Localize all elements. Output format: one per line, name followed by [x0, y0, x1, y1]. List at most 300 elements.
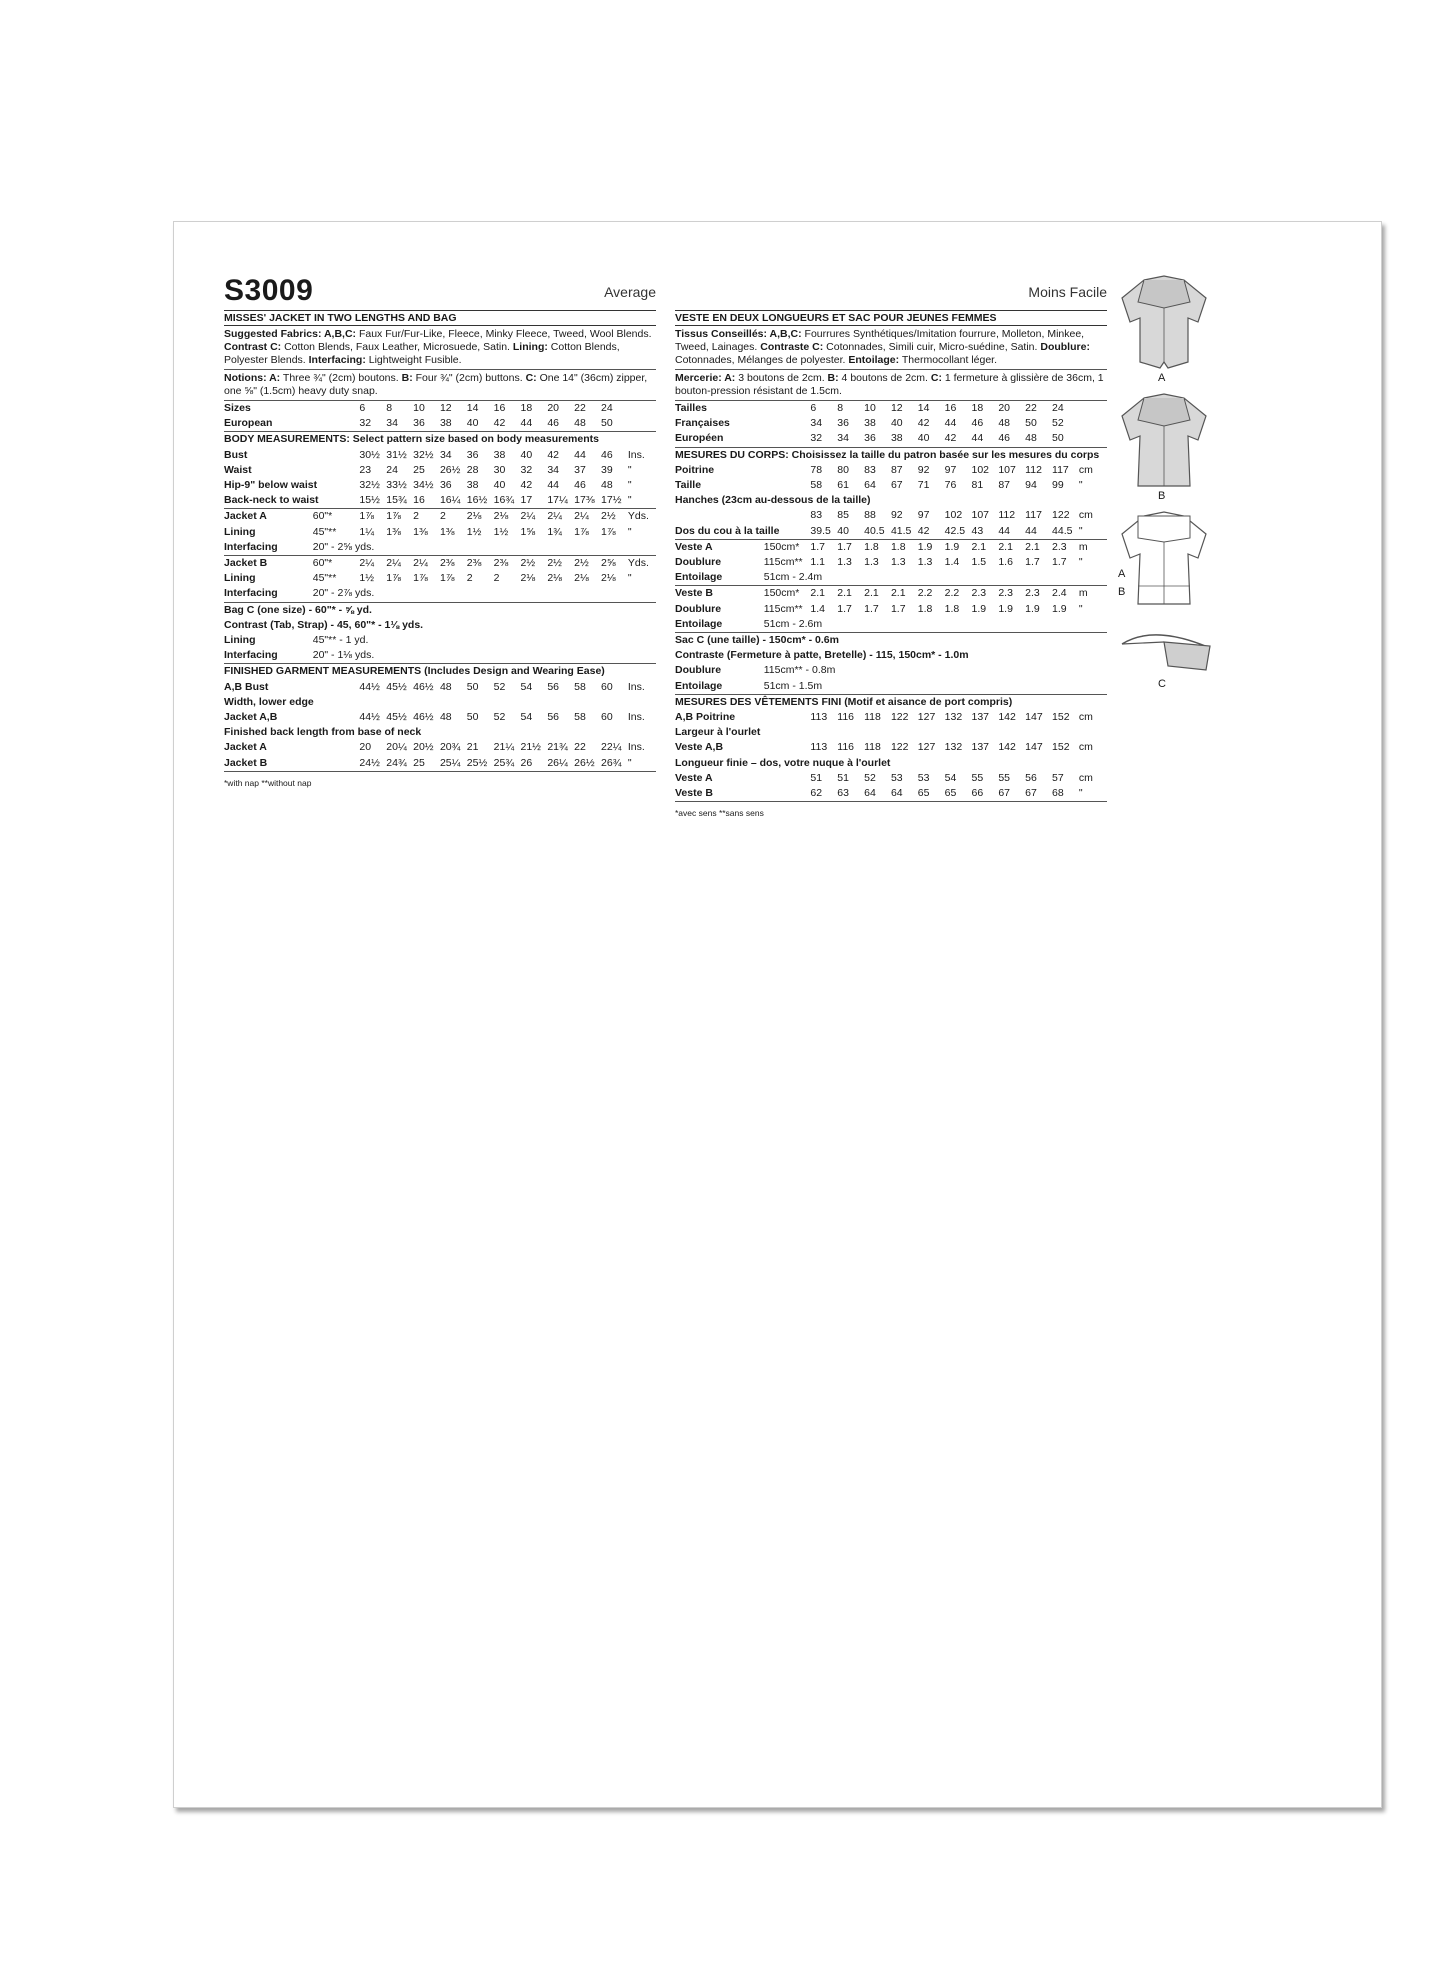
cell: 2⅝	[601, 557, 616, 570]
cell: 2⅛	[574, 572, 589, 585]
table-row	[224, 725, 656, 740]
para-text-3: Lightweight Fusible.	[365, 354, 462, 366]
cell: 25	[413, 463, 425, 476]
cell: 76	[944, 479, 957, 492]
cell	[313, 756, 360, 772]
row-label: Lining	[224, 525, 256, 538]
cell: 24½	[359, 756, 386, 772]
row-label: A,B Poitrine	[675, 711, 736, 724]
cell: 46	[601, 448, 613, 461]
cell: 127	[917, 711, 936, 724]
cell: 2.1	[864, 587, 879, 600]
row-label: Hip-9" below waist	[224, 479, 318, 492]
cell: 83	[810, 509, 823, 522]
row-label: Sizes	[224, 402, 251, 414]
french-header	[675, 280, 1107, 306]
cell: 64	[891, 786, 918, 802]
cell: 118	[864, 741, 881, 754]
cell: 51cm - 2.4m	[764, 570, 1107, 586]
cell: 137	[971, 711, 990, 724]
cell: 42.5	[945, 524, 972, 540]
table-row	[675, 447, 1107, 463]
measurement-table-fr	[675, 401, 1107, 802]
cell: 10	[864, 402, 876, 414]
cell: 2.3	[998, 587, 1013, 600]
cell: 26½	[439, 463, 461, 476]
row-label: FINISHED GARMENT MEASUREMENTS (Includes Design and Wearing Ease)	[224, 665, 605, 678]
cell: m	[1078, 540, 1088, 553]
cell: 16	[413, 493, 440, 509]
cell: 52	[864, 771, 876, 784]
cell: 1⅜	[386, 525, 401, 538]
cell	[764, 771, 811, 786]
cell	[313, 680, 360, 695]
cell: 32	[520, 463, 533, 476]
view-ab-back-illustration	[1114, 508, 1224, 626]
cell: 30½	[359, 448, 380, 461]
cell: 17⅜	[574, 493, 601, 509]
cell: 50	[1025, 417, 1037, 430]
para-bold-1: Contrast C:	[224, 341, 282, 353]
table-row	[224, 525, 656, 540]
cell: cm	[1078, 741, 1093, 754]
cell: 1.5	[971, 556, 987, 569]
cell: 142	[998, 711, 1016, 724]
table-row	[224, 618, 656, 633]
row-label: Veste B	[675, 587, 713, 600]
cell: 52	[493, 711, 506, 724]
cell: 150cm*	[763, 540, 800, 553]
cell: Ins.	[627, 680, 645, 693]
cell: 45"** - 1 yd.	[312, 634, 369, 647]
cell: 16	[493, 402, 506, 414]
cell: 1½	[466, 525, 482, 538]
cell: 48	[1025, 431, 1052, 447]
table-row	[675, 478, 1107, 493]
cell: 107	[998, 463, 1016, 476]
cell: 24	[1052, 402, 1064, 414]
cell: 112	[1025, 463, 1042, 476]
cell: 60	[601, 680, 613, 693]
row-label: Doublure	[675, 556, 722, 569]
cell: 28	[466, 463, 479, 476]
cell: 42	[918, 524, 945, 540]
cell: 20¼	[386, 741, 407, 754]
cell: 34	[386, 416, 413, 432]
para-text-1: Cotton Blends, Faux Leather, Microsuede, Satin.	[281, 341, 513, 353]
view-b-illustration	[1114, 390, 1224, 508]
cell: 132	[944, 711, 963, 724]
cell: 2.1	[837, 587, 852, 600]
cell: 132	[944, 741, 963, 754]
row-label: Lining	[224, 634, 256, 647]
cell: m	[1078, 587, 1088, 600]
table-row	[224, 509, 656, 524]
measurement-table	[224, 401, 656, 772]
cell	[764, 786, 811, 802]
cell: 1⅜	[413, 525, 428, 538]
cell: 55	[998, 771, 1011, 784]
view-b-label: B	[1158, 490, 1166, 502]
cell: "	[628, 756, 656, 772]
cell: 18	[520, 402, 533, 414]
notions-paragraph-fr	[675, 370, 1107, 401]
cell: 2¼	[574, 510, 589, 523]
table-row	[224, 556, 656, 572]
view-c-label: C	[1158, 678, 1166, 690]
cell: 1.8	[864, 540, 879, 553]
cell: 2.2	[917, 587, 933, 600]
cell: 58	[810, 479, 823, 492]
view-illustrations	[1114, 272, 1224, 696]
cell: 113	[810, 741, 828, 754]
para-bold-0: Tissus Conseillés: A,B,C:	[675, 328, 802, 340]
row-label: Jacket A,B	[224, 711, 278, 724]
para-bold-1: Contraste C:	[760, 341, 824, 353]
row-label: Entoilage	[675, 570, 764, 586]
cell: 20	[359, 741, 372, 754]
cell: 1.9	[944, 540, 960, 553]
para-bold-1: B:	[401, 372, 413, 384]
cell: 44	[520, 416, 547, 432]
jacket-back-sketch	[1114, 508, 1214, 608]
cell: 45½	[386, 680, 407, 693]
para-bold-1: B:	[827, 372, 839, 384]
cell: 107	[971, 509, 990, 522]
row-label: Interfacing	[224, 586, 313, 602]
cell: 46	[998, 431, 1025, 447]
cell: 54	[520, 711, 533, 724]
table-row	[224, 463, 656, 478]
para-text-0: 3 boutons de 2cm.	[735, 372, 828, 384]
row-label: Waist	[224, 463, 252, 476]
cell: 2	[413, 510, 419, 523]
cell: 1⅞	[359, 510, 375, 523]
table-row	[675, 786, 1107, 802]
cell: 60"*	[312, 557, 333, 570]
cell	[764, 740, 811, 755]
row-label: Veste A	[675, 771, 713, 784]
cell: 78	[810, 463, 823, 476]
difficulty-level: Average	[604, 284, 656, 300]
footnote: *with nap **without nap	[224, 777, 312, 788]
cell: 1.9	[1025, 602, 1040, 615]
cell: 2	[466, 572, 473, 585]
cell: 40	[493, 479, 506, 492]
row-label: Jacket A	[224, 510, 267, 523]
cell: 52	[493, 680, 506, 693]
table-row	[675, 679, 1107, 695]
cell: 36	[837, 417, 849, 430]
cell: 97	[917, 509, 930, 522]
cell: 2⅜	[439, 557, 455, 570]
para-bold-2: Lining:	[512, 341, 548, 353]
cell: 92	[917, 463, 930, 476]
bag-c-sketch	[1114, 626, 1214, 676]
cell: 34	[439, 448, 452, 461]
cell	[313, 463, 360, 478]
cell: 48	[574, 416, 601, 432]
cell: 42	[520, 479, 533, 492]
cell: 2.3	[1052, 540, 1067, 553]
cell: 2.1	[1025, 540, 1040, 553]
row-label: Entoilage	[675, 679, 764, 695]
cell: 1.8	[917, 602, 933, 615]
cell: 45"**	[312, 525, 337, 538]
cell: "	[627, 463, 632, 476]
row-label: Veste B	[675, 786, 764, 802]
row-label: Longueur finie – dos, votre nuque à l'ourlet	[675, 756, 891, 769]
cell: 57	[1052, 771, 1064, 784]
cell: 44	[998, 524, 1025, 540]
cell: Ins.	[627, 448, 645, 461]
cell: "	[1078, 556, 1083, 569]
cell: 38	[466, 479, 479, 492]
table-row	[675, 756, 1107, 771]
para-text-2: 1 fermeture à glissière de 36cm, 1 bouton-pression résistant de 1.5cm.	[675, 372, 1104, 397]
cell: 1¼	[359, 525, 375, 538]
cell: 46½	[413, 711, 434, 724]
cell: 2	[439, 510, 446, 523]
cell: 1.9	[917, 540, 933, 553]
cell: 87	[890, 463, 903, 476]
cell: 2½	[520, 557, 536, 570]
cell: 45"**	[312, 572, 337, 585]
cell: 118	[864, 711, 881, 724]
cell: "	[1078, 602, 1083, 615]
cell: 17	[520, 493, 547, 509]
cell: 40	[520, 448, 533, 461]
cell: 48	[601, 479, 613, 492]
cell: 122	[1052, 509, 1070, 522]
cell: 99	[1052, 479, 1064, 492]
table-row	[675, 740, 1107, 755]
cell: 64	[864, 479, 876, 492]
view-b-back-label: B	[1118, 586, 1126, 598]
cell: 66	[971, 786, 998, 802]
cell: 117	[1052, 463, 1069, 476]
row-label: European	[224, 416, 313, 432]
cell: "	[1078, 479, 1083, 492]
cell: 1.3	[864, 556, 879, 569]
cell: 61	[837, 479, 849, 492]
cell: 17¼	[547, 493, 574, 509]
cell: 21½	[520, 741, 541, 754]
pattern-number: S3009	[224, 274, 314, 307]
cell: 31½	[386, 448, 407, 461]
cell: 1.7	[837, 540, 852, 553]
cell: 2½	[601, 510, 616, 523]
cell: 23	[359, 463, 372, 476]
cell: 1.8	[944, 602, 960, 615]
row-label: BODY MEASUREMENTS: Select pattern size based on body measurements	[224, 433, 599, 446]
table-row	[224, 664, 656, 680]
cell: 15½	[359, 493, 386, 509]
cell: "	[1079, 786, 1107, 802]
table-row	[675, 555, 1107, 570]
cell: 21¼	[493, 741, 515, 754]
cell: 2¼	[413, 557, 428, 570]
cell: 58	[574, 711, 586, 724]
view-c-illustration	[1114, 626, 1224, 696]
table-row	[675, 633, 1107, 649]
row-label: Poitrine	[675, 463, 715, 476]
cell: 42	[945, 431, 972, 447]
table-row	[675, 710, 1107, 725]
cell: 22	[574, 402, 586, 414]
cell: 2.1	[890, 587, 906, 600]
cell: 17½	[601, 493, 628, 509]
cell	[313, 740, 360, 755]
cell: Ins.	[627, 711, 645, 724]
cell: 2¼	[386, 557, 401, 570]
cell: 147	[1025, 711, 1043, 724]
table-row	[675, 586, 1107, 602]
cell: 22	[574, 741, 586, 754]
cell: 44	[574, 448, 586, 461]
cell: 39.5	[810, 524, 837, 540]
cell: 32½	[413, 448, 434, 461]
jacket-a-sketch	[1114, 272, 1214, 372]
cell: 67	[1025, 786, 1052, 802]
table-row	[675, 663, 1107, 678]
cell: 65	[918, 786, 945, 802]
cell: 152	[1052, 741, 1070, 754]
cell: 2.3	[1025, 587, 1040, 600]
cell: 34½	[413, 479, 434, 492]
cell: 42	[494, 416, 521, 432]
cell: 15¾	[386, 493, 413, 509]
row-label: MESURES DU CORPS: Choisissez la taille du patron basée sur les mesures du corps	[675, 448, 1100, 461]
cell: 2½	[574, 557, 589, 570]
cell: 67	[890, 479, 903, 492]
cell: "	[627, 572, 632, 585]
cell: 2.3	[971, 587, 987, 600]
row-label: Finished back length from base of neck	[224, 726, 422, 739]
cell	[764, 463, 811, 478]
cell: 1.7	[864, 602, 879, 615]
row-label: Européen	[675, 431, 764, 447]
row-label: A,B Bust	[224, 680, 269, 693]
table-row	[224, 540, 656, 556]
cell: 1⅞	[413, 572, 428, 585]
cell: 1.3	[890, 556, 906, 569]
pattern-envelope-back	[173, 221, 1382, 1808]
row-label: Hanches (23cm au-dessous de la taille)	[675, 494, 871, 507]
table-row	[224, 648, 656, 664]
cell: 112	[998, 509, 1016, 522]
cell: 150cm*	[763, 587, 800, 600]
table-row	[224, 586, 656, 602]
cell: 38	[864, 417, 876, 430]
cell: 44.5	[1052, 524, 1079, 540]
cell: 16	[944, 402, 957, 414]
cell: 1.1	[810, 556, 826, 569]
table-row	[675, 493, 1107, 508]
cell: 26	[520, 756, 547, 772]
cell: 25¾	[494, 756, 521, 772]
cell: 44½	[359, 711, 380, 724]
cell	[313, 493, 360, 509]
para-text-3: Thermocollant léger.	[899, 354, 997, 366]
view-a-back-label: A	[1118, 568, 1126, 580]
cell: 87	[998, 479, 1011, 492]
cell: 1.6	[998, 556, 1013, 569]
cell: 1⅞	[601, 525, 616, 538]
cell: 2.4	[1052, 587, 1067, 600]
cell: 1.7	[1052, 556, 1067, 569]
cell: 20" - 2⅞ yds.	[313, 586, 656, 602]
cell: 44½	[359, 680, 380, 693]
table-row	[224, 571, 656, 586]
cell: 53	[890, 771, 903, 784]
table-row	[224, 633, 656, 648]
cell: 34	[837, 431, 864, 447]
cell: 26½	[574, 756, 601, 772]
cell	[313, 478, 360, 493]
row-label: Tailles	[675, 402, 707, 414]
cell: 1⅝	[520, 525, 536, 538]
cell: 1.9	[971, 602, 987, 615]
cell: 41.5	[891, 524, 918, 540]
cell: 116	[837, 711, 855, 724]
row-label: Veste A	[675, 540, 713, 553]
cell: 2¼	[547, 510, 562, 523]
cell: 40	[890, 417, 903, 430]
cell	[764, 710, 811, 725]
cell: 44	[944, 417, 957, 430]
para-text-0: Fourrures Synthétiques/Imitation fourrure, Molleton, Minkee, Tweed, Lainages.	[675, 328, 1085, 353]
french-column	[675, 280, 1107, 818]
cell: 20½	[413, 741, 434, 754]
cell: 2⅛	[601, 572, 616, 585]
cell: "	[628, 493, 656, 509]
cell: Yds.	[627, 557, 649, 570]
row-label: Lining	[224, 572, 256, 585]
cell: 36	[413, 416, 440, 432]
cell: 21¾	[547, 741, 568, 754]
row-label: Sac C (une taille) - 150cm* - 0.6m	[675, 634, 839, 647]
cell: 8	[386, 402, 393, 414]
cell: 1⅞	[386, 572, 401, 585]
para-text-2: Cotonnades, Mélanges de polyester.	[675, 354, 849, 366]
row-label: Jacket B	[224, 557, 268, 570]
cell: 113	[810, 711, 828, 724]
para-bold-0: Suggested Fabrics: A,B,C:	[224, 328, 357, 340]
cell: 48	[998, 417, 1011, 430]
table-row	[675, 648, 1107, 663]
cell: 45½	[386, 711, 407, 724]
cell: 102	[944, 509, 963, 522]
cell: 43	[971, 524, 998, 540]
table-row	[224, 416, 656, 432]
cell: 56	[547, 680, 560, 693]
cell	[628, 401, 656, 416]
cell	[1079, 416, 1107, 431]
view-a-illustration	[1114, 272, 1224, 390]
row-label: Jacket A	[224, 741, 267, 754]
cell: 63	[837, 786, 864, 802]
cell: 14	[466, 402, 479, 414]
cell	[764, 416, 811, 431]
cell: 2⅛	[493, 510, 509, 523]
cell: 12	[439, 402, 452, 414]
cell: 122	[890, 741, 909, 754]
cell: 62	[810, 786, 837, 802]
cell: 44	[547, 479, 560, 492]
cell: cm	[1078, 711, 1093, 724]
para-text-1: Cotonnades, Simili cuir, Micro-suédine, Satin.	[823, 341, 1041, 353]
